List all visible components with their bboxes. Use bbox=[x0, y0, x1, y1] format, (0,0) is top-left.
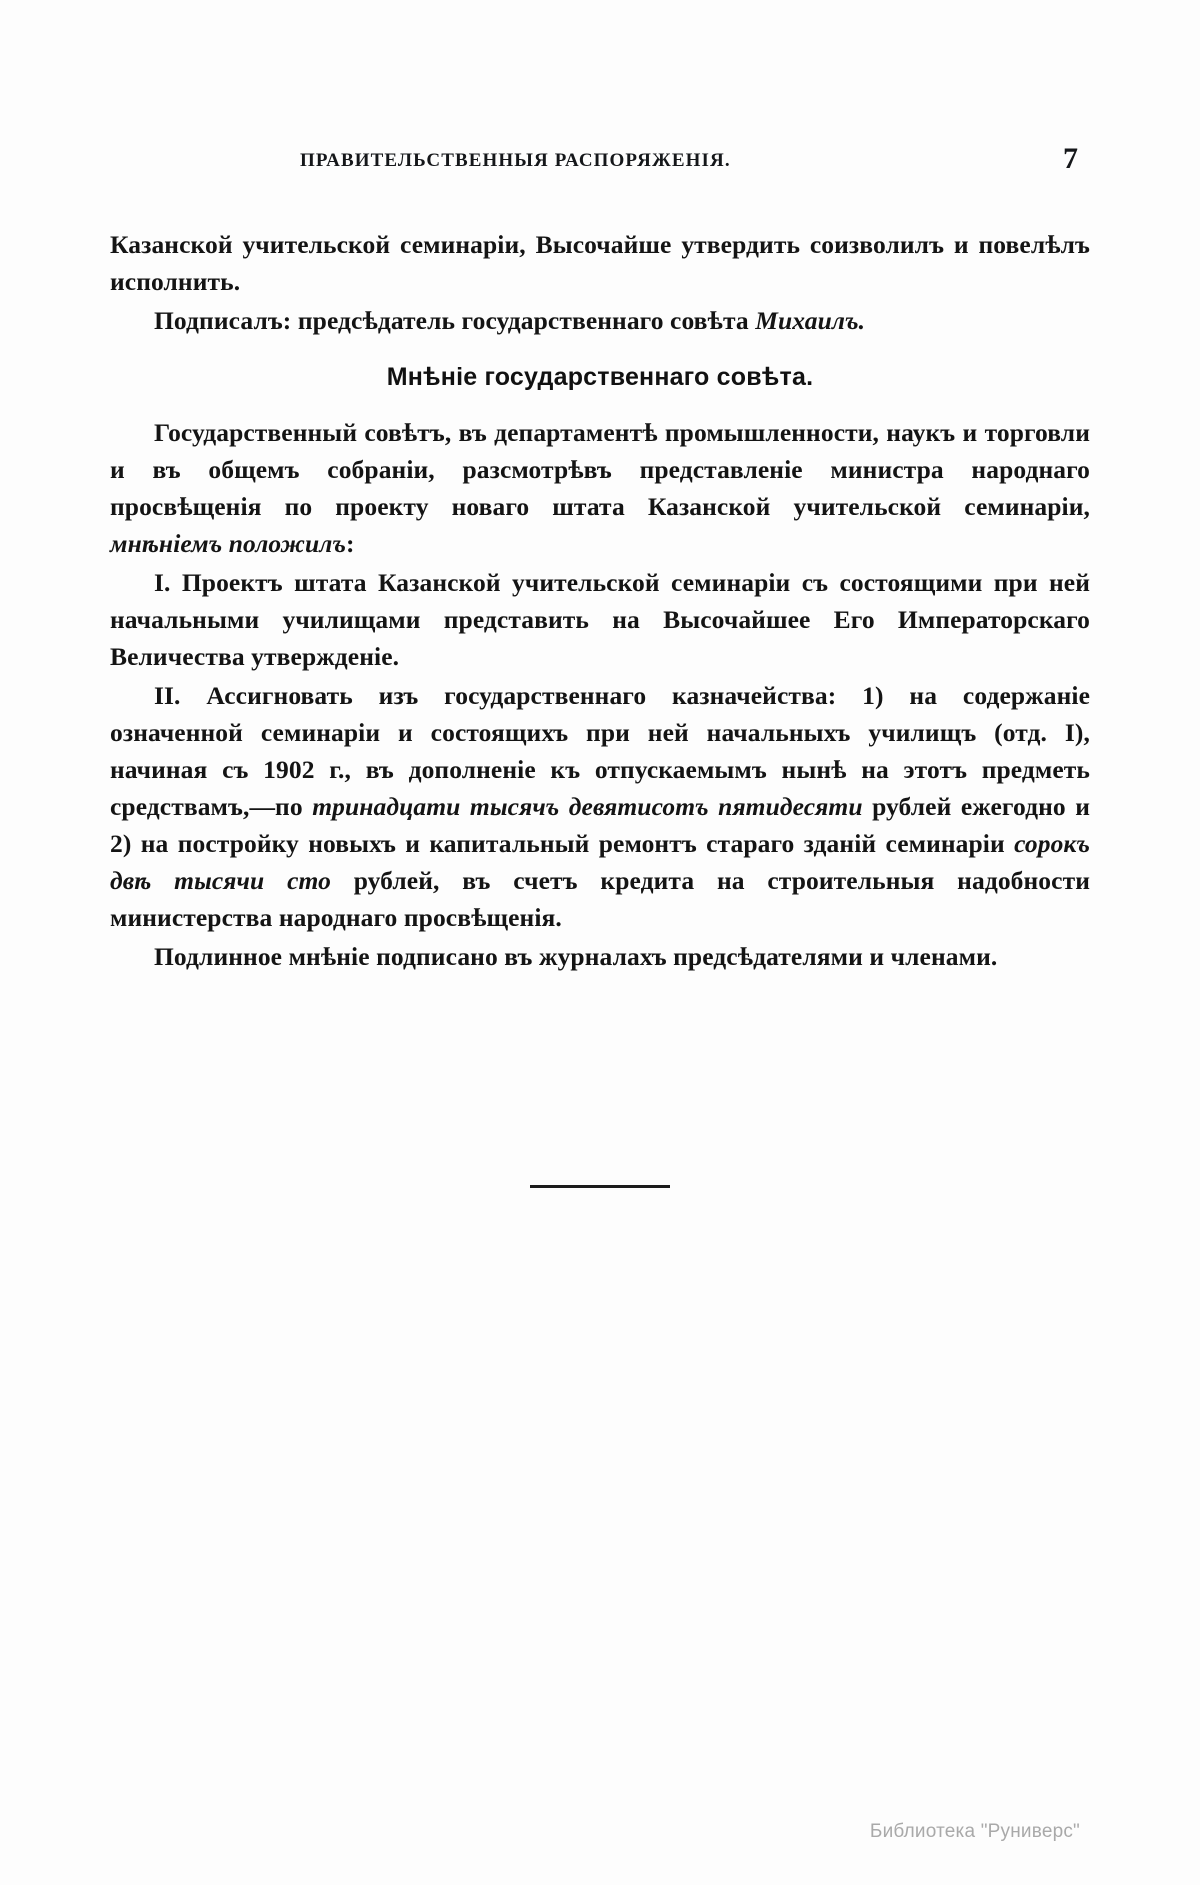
page-content bbox=[110, 142, 1091, 1193]
paragraph-closing bbox=[110, 938, 1090, 975]
item-2-amount-construction: сорокъ двѣ тысячи сто bbox=[110, 829, 1090, 895]
item-2-text-c: рублей, въ счетъ кредита на строительныя надобности министерства народнаго просвѣщенія. bbox=[110, 866, 1090, 932]
signer-name: Михаилъ. bbox=[755, 306, 866, 335]
paragraph-item-2 bbox=[110, 677, 1090, 936]
item-2-text-a: II. Ассигновать изъ государственнаго казначейства: 1) на содержаніе означенной семинаріи и состоящихъ при ней начальныхъ училищъ (отд. I), начиная съ 1902 г., въ дополненіе къ отпускаемымъ нынѣ на этотъ предметь средствамъ,—по bbox=[110, 681, 1090, 821]
signed-prefix-text: Подписалъ: предсѣдатель государственнаго совѣта bbox=[154, 306, 756, 335]
item-2-amount-annual: тринадцати тысячъ девятисотъ пятидесяти bbox=[312, 792, 863, 821]
paragraph-continued-text: Казанской учительской семинаріи, Высочайше утвердить соизволилъ и повелѣлъ исполнить. bbox=[110, 230, 1090, 296]
intro-text-b: : bbox=[346, 529, 355, 558]
closing-text: Подлинное мнѣніе подписано въ журналахъ предсѣдателями и членами. bbox=[154, 942, 998, 971]
running-head bbox=[110, 142, 1090, 190]
intro-text-a: Государственный совѣтъ, въ департаментѣ промышленности, наукъ и торговли и въ общемъ собраніи, разсмотрѣвъ представленіе министра народнаго просвѣщенія по проекту новаго штата Казанской учительской семинаріи, bbox=[110, 418, 1090, 521]
item-1-text: I. Проектъ штата Казанской учительской семинаріи съ состоящими при ней начальными училищами представить на Высочайшее Его Императорскаго Величества утвержденіе. bbox=[110, 568, 1090, 671]
section-divider-wrap bbox=[110, 1175, 1090, 1193]
intro-text-italic: мнѣніемъ положилъ bbox=[110, 529, 347, 558]
paragraph-intro bbox=[110, 414, 1090, 562]
running-head-title: ПРАВИТЕЛЬСТВЕННЫЯ РАСПОРЯЖЕНIЯ. bbox=[300, 150, 731, 171]
paragraph-item-1 bbox=[110, 564, 1090, 675]
section-divider-rule bbox=[530, 1185, 670, 1188]
paragraph-continued bbox=[110, 226, 1090, 300]
paragraph-signed bbox=[110, 302, 1090, 339]
page-number: 7 bbox=[1063, 142, 1078, 175]
section-heading: Мнѣніе государственнаго совѣта. bbox=[386, 363, 814, 391]
library-credit: Библиотека "Руниверс" bbox=[869, 1821, 1080, 1842]
item-2-text-b: рублей ежегодно и 2) на постройку новыхъ и капитальный ремонтъ стараго зданій семинаріи bbox=[110, 792, 1091, 858]
